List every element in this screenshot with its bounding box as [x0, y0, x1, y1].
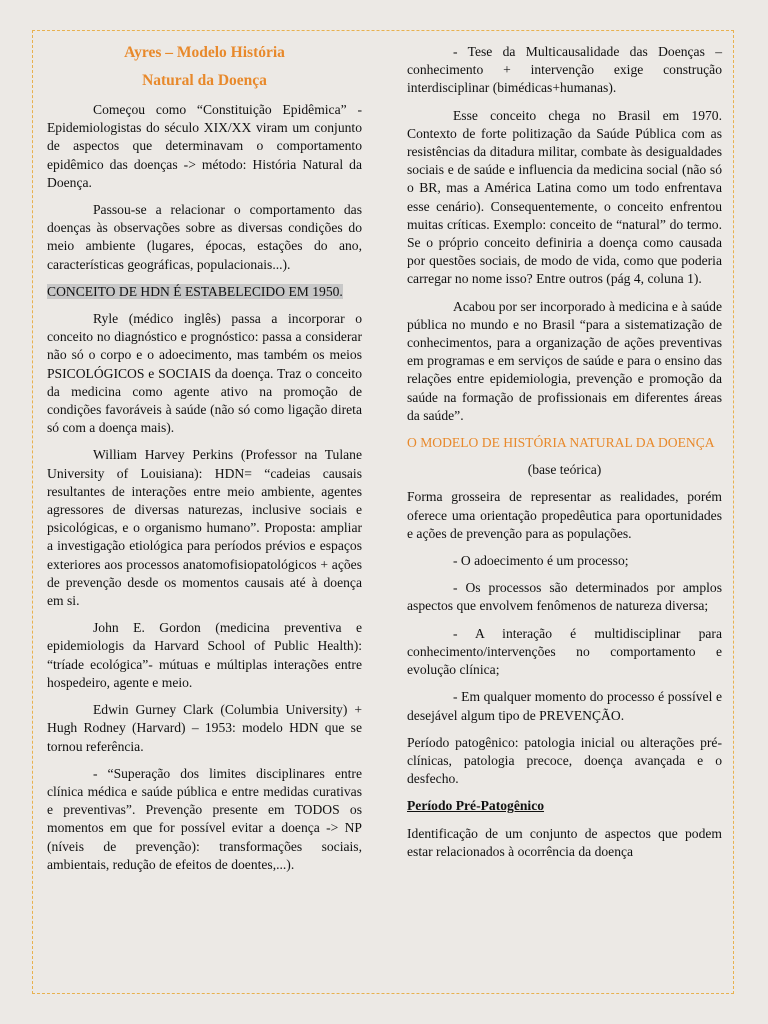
list-item: - Em qualquer momento do processo é possível e desejável algum tipo de PREVENÇÃO. — [407, 689, 722, 723]
paragraph: - “Superação dos limites disciplinares entre clínica médica e saúde pública e entre medidas curativas e preventivas”. Prevenção presente em TODOS os momentos em que for possível evitar a doença -> NP (níveis de prevenção): transformações sociais, ambientais, redução de efeitos de doentes,...). — [47, 765, 362, 872]
left-column — [47, 43, 362, 883]
paragraph: Identificação de um conjunto de aspectos que podem estar relacionados à ocorrência da doença — [407, 825, 722, 859]
paragraph: Ryle (médico inglês) passa a incorporar o conceito no diagnóstico e prognóstico: passa a considerar não só o corpo e o adoecimento, mas também os meios PSICOLÓGICOS e SOCIAIS da doença. Traz o conceito da medicina como agente ativo na promoção de condições favoráveis à saúde (não só como ligação direta só com a doença mais). — [47, 311, 362, 436]
paragraph: John E. Gordon (medicina preventiva e epidemiologis da Harvard School of Public Health): “tríade ecológica”- mútuas e múltiplas interações entre hospedeiro, agente e meio. — [47, 620, 362, 690]
paragraph: Forma grosseira de representar as realidades, porém oferece uma orientação propedêutica para oportunidades e ações de prevenção para as populações. — [407, 489, 722, 541]
section-subheading: (base teórica) — [527, 462, 602, 478]
paragraph: William Harvey Perkins (Professor na Tulane University of Louisiana): HDN= “cadeias causais resultantes de interações entre meio ambiente, agentes agressores de diversas naturezas, inclusive sociais e psicológicas, e o organismo humano”. Proposta: ampliar a investigação etiológica para períodos prévios e espaços exteriores aos processos anatomofisiopatológicos + ações de prevenção desde os momentos causais até à doença em si. — [47, 447, 362, 609]
list-item: - O adoecimento é um processo; — [453, 553, 629, 569]
list-item: - A interação é multidisciplinar para conhecimento/intervenções no comportamento e evolução clínica; — [407, 625, 722, 678]
paragraph: Acabou por ser incorporado à medicina e à saúde pública no mundo e no Brasil “para a sistematização de conhecimentos, para a organização de ações preventivas em programas e em serviços de saúde e para o ensino das relações entre epidemiologia, prevenção e promoção da saúde na formação de profissionais em diferentes áreas da saúde”. — [407, 298, 722, 423]
paragraph: Começou como “Constituição Epidêmica” - Epidemiologistas do século XIX/XX viram um conjunto de aspectos que determinavam o comportamento epidêmico das doenças -> método: História Natural da Doença. — [47, 102, 362, 190]
document-page — [32, 30, 734, 994]
right-column — [407, 43, 722, 870]
paragraph: Esse conceito chega no Brasil em 1970. Contexto de forte politização da Saúde Pública com as resistências da ditadura militar, combate às desigualdades sociais e de saúde e influencia da medicina social (não só o BR, mas a América Latina como um todo enfrentava esse cenário). Consequentemente, o conceito enfrentou muitas críticas. Exemplo: conceito de “natural” do termo. Se o próprio conceito definiria a doença como causada por questões sociais, de modo de vida, como que poderia carregar no nome isso? Entre outros (pág 4, coluna 1). — [407, 107, 722, 287]
document-title-line2: Natural da Doença — [142, 72, 267, 89]
document-title-line1: Ayres – Modelo História — [124, 44, 285, 61]
paragraph: - Tese da Multicausalidade das Doenças – conhecimento + intervenção exige construção interdisciplinar (bimédicas+humanas). — [407, 44, 722, 96]
section-heading: O MODELO DE HISTÓRIA NATURAL DA DOENÇA — [407, 435, 715, 451]
subsection-heading: Período Pré-Patogênico — [407, 798, 545, 814]
paragraph: Passou-se a relacionar o comportamento das doenças às observações sobre as diversas condições do meio ambiente (lugares, épocas, estações do ano, características geográficas, populacionais...). — [47, 202, 362, 272]
paragraph: Período patogênico: patologia inicial ou alterações pré-clínicas, patologia precoce, doença avançada e o desfecho. — [407, 734, 722, 787]
list-item: - Os processos são determinados por amplos aspectos que envolvem fenômenos de natureza diversa; — [407, 580, 722, 614]
paragraph: Edwin Gurney Clark (Columbia University) + Hugh Rodney (Harvard) – 1953: modelo HDN que se tornou referência. — [47, 702, 362, 754]
highlighted-statement — [47, 283, 362, 301]
highlight-text: CONCEITO DE HDN É ESTABELECIDO EM 1950. — [47, 283, 343, 299]
